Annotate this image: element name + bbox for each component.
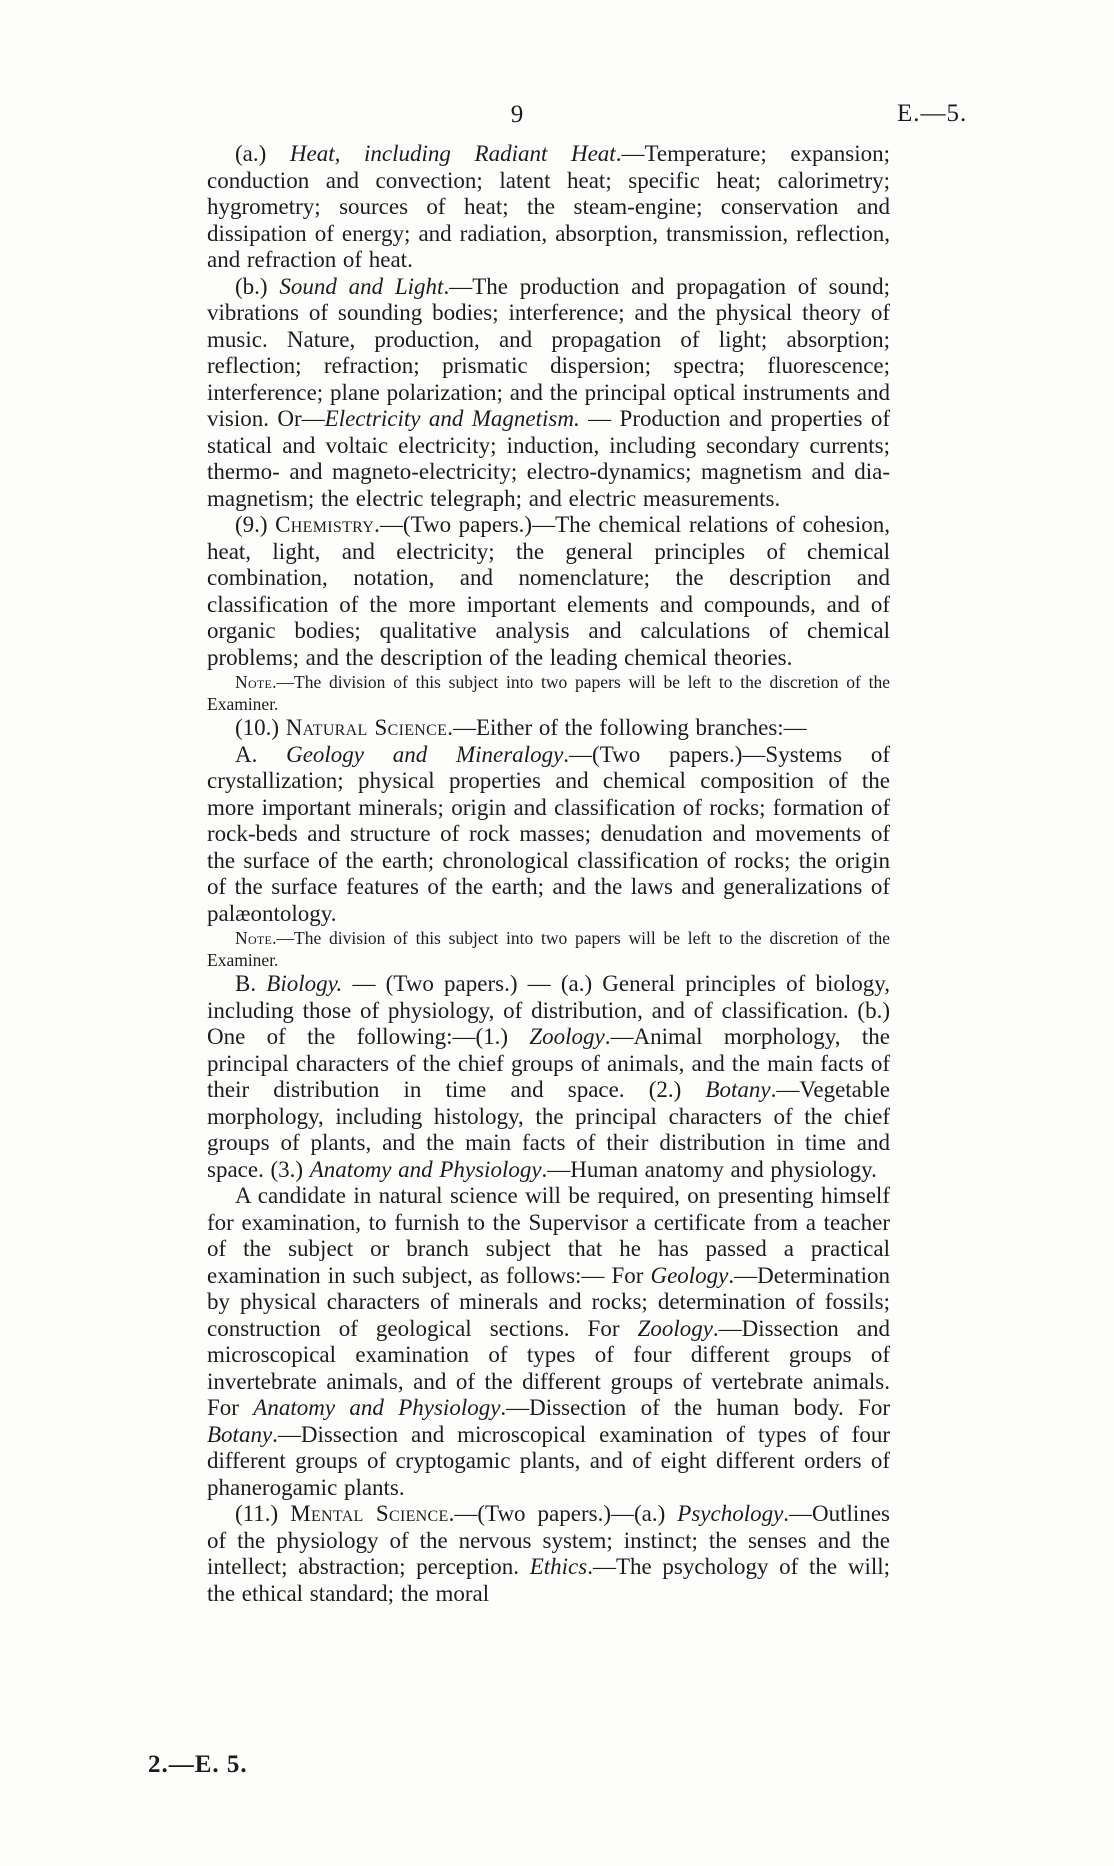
note-chemistry-division: Note.—The division of this subject into two papers will be left to the discretion of the Examiner. xyxy=(207,672,890,714)
paragraph-mental-science: (11.) Mental Science.—(Two papers.)—(a.) Psychology.—Outlines of the physiology of the nervous system; instinct; the senses and the intellect; abstraction; perception. Ethics.—The psychology of the will; the ethical standard; the moral xyxy=(207,1501,891,1606)
body-text xyxy=(207,141,890,1607)
paragraph-chemistry: (9.) Chemistry.—(Two papers.)—The chemical relations of cohesion, heat, light, and electricity; the general principles of chemical combination, notation, and nomenclature; the description and classification of the more important elements and compounds, and of organic bodies; qualitative analysis and calculations of chemical problems; and the description of the leading chemical theories. xyxy=(207,512,891,670)
paragraph-biology: B. Biology. — (Two papers.) — (a.) General principles of biology, including those of physiology, of distribution, and of classification. (b.) One of the following:—(1.) Zoology.—Animal morphology, the principal characters of the chief groups of animals, and the main facts of their distribution in time and space. (2.) Botany.—Vegetable morphology, including histology, the principal characters of the chief groups of plants, and the main facts of their distribution in time and space. (3.) Anatomy and Physiology.—Human anatomy and physiology. xyxy=(207,971,891,1182)
footer-signature: 2.—E. 5. xyxy=(148,1751,248,1778)
paragraph-heat: (a.) Heat, including Radiant Heat.—Temperature; expansion; conduction and convection; latent heat; specific heat; calorimetry; hygrometry; sources of heat; the steam-engine; conservation and dissipation of energy; and radiation, absorption, transmission, reflection, and refraction of heat. xyxy=(207,141,890,272)
note-geology-division: Note.—The division of this subject into two papers will be left to the discretion of the Examiner. xyxy=(207,928,890,970)
page-number: 9 xyxy=(510,101,524,128)
paragraph-certificate: A candidate in natural science will be required, on presenting himself for examination, to furnish to the Supervisor a certificate from a teacher of the subject or branch subject that he has passed a practical examination in such subject, as follows:— For Geology.—Determination by physical characters of minerals and rocks; determination of fossils; construction of geological sections. For Zoology.—Dissection and microscopical examination of types of four different groups of invertebrate animals, and of the different groups of vertebrate animals. For Anatomy and Physiology.—Dissection of the human body. For Botany.—Dissection and microscopical examination of types of four different groups of cryptogamic plants, and of eight different orders of phanerogamic plants. xyxy=(207,1183,891,1500)
paragraph-natural-science: (10.) Natural Science.—Either of the following branches:— xyxy=(235,715,807,740)
document-reference: E.—5. xyxy=(897,100,968,127)
paragraph-sound-light: (b.) Sound and Light.—The production and propagation of sound; vibrations of sounding bodies; interference; and the physical theory of music. Nature, production, and propagation of light; absorption; reflection; refraction; prismatic dispersion; spectra; fluorescence; interference; plane polarization; and the principal optical instruments and vision. Or—Electricity and Magnetism. — Production and properties of statical and voltaic electricity; induction, including secondary currents; thermo- and magneto-electricity; electro-dynamics; magnetism and dia-magnetism; the electric telegraph; and electric measurements. xyxy=(207,273,891,511)
paragraph-geology: A. Geology and Mineralogy.—(Two papers.)—Systems of crystallization; physical properties and chemical composition of the more important minerals; origin and classification of rocks; formation of rock-beds and structure of rock masses; denudation and movements of the surface of the earth; chronological classification of rocks; the origin of the surface features of the earth; and the laws and generalizations of palæontology. xyxy=(207,741,890,926)
